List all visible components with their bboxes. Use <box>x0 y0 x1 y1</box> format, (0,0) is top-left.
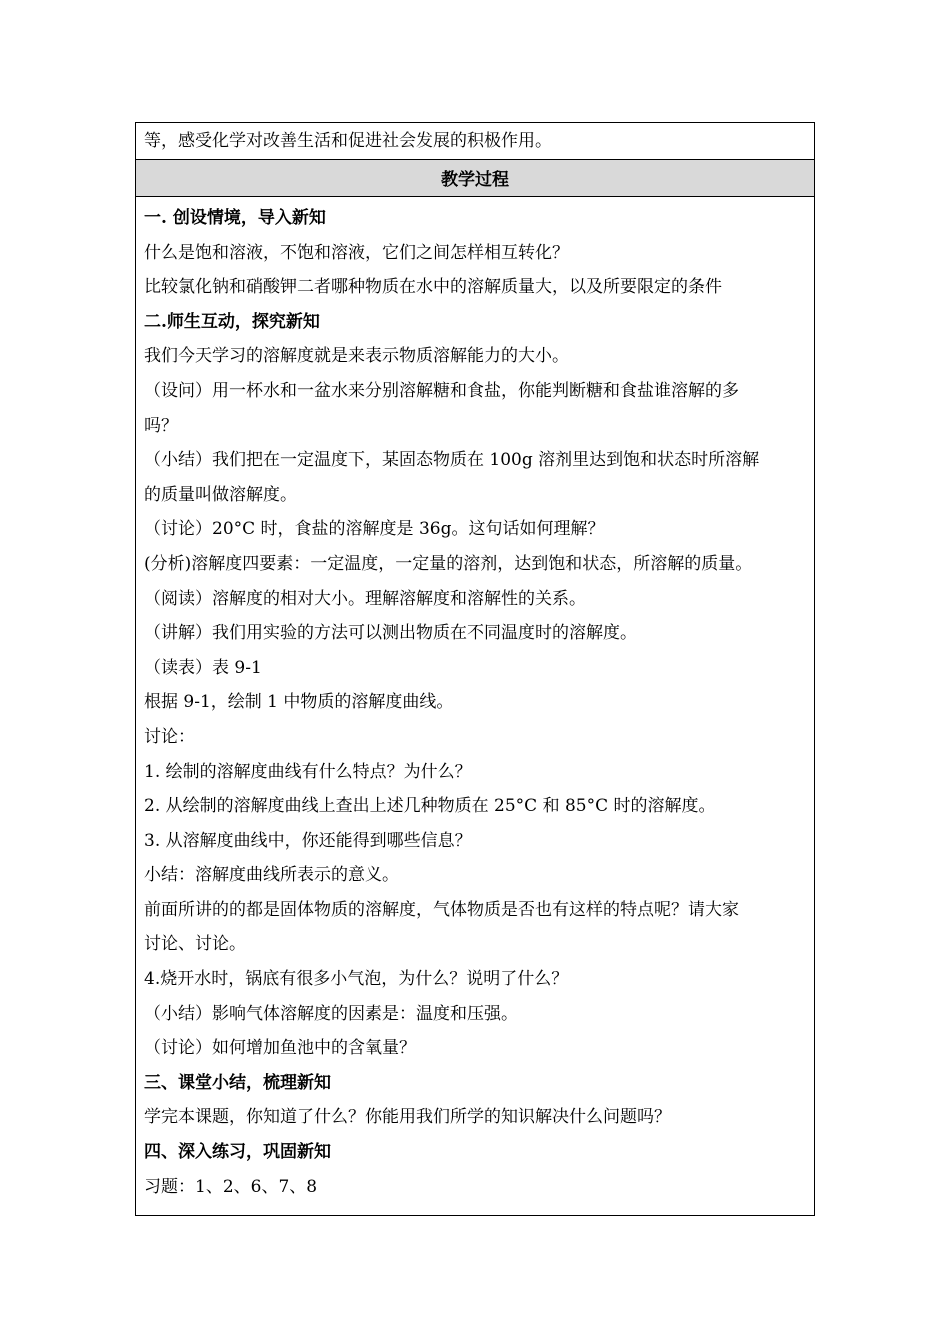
content-line: 讨论、讨论。 <box>144 934 246 955</box>
content-line: 前面所讲的的都是固体物质的溶解度，气体物质是否也有这样的特点呢？请大家 <box>144 899 739 920</box>
content-line: 1. 绘制的溶解度曲线有什么特点？为什么？ <box>144 761 472 782</box>
content-line: （读表）表 9-1 <box>144 657 262 678</box>
teaching-process-content <box>136 197 814 1204</box>
content-line: 习题：1、2、6、7、8 <box>144 1176 318 1197</box>
content-line: 我们今天学习的溶解度就是来表示物质溶解能力的大小。 <box>144 346 569 367</box>
content-line: 根据 9-1，绘制 1 中物质的溶解度曲线。 <box>144 692 454 713</box>
section-heading: 四、深入练习，巩固新知 <box>144 1142 331 1163</box>
content-line: （讨论）如何增加鱼池中的含氧量？ <box>144 1038 416 1059</box>
content-line: 吗？ <box>144 415 178 436</box>
content-line: （讲解）我们用实验的方法可以测出物质在不同温度时的溶解度。 <box>144 623 637 644</box>
section-heading: 二.师生互动，探究新知 <box>144 311 320 332</box>
content-line: 3. 从溶解度曲线中，你还能得到哪些信息？ <box>144 830 472 851</box>
section-heading: 一. 创设情境，导入新知 <box>144 208 326 228</box>
content-line: 的质量叫做溶解度。 <box>144 484 297 505</box>
content-line: （小结）影响气体溶解度的因素是：温度和压强。 <box>144 1003 518 1024</box>
content-line: （阅读）溶解度的相对大小。理解溶解度和溶解性的关系。 <box>144 588 586 609</box>
content-line: （设问）用一杯水和一盆水来分别溶解糖和食盐，你能判断糖和食盐谁溶解的多 <box>144 380 739 401</box>
section-header-row <box>136 160 814 197</box>
section-header: 教学过程 <box>441 170 509 190</box>
content-line: 比较氯化钠和硝酸钾二者哪种物质在水中的溶解质量大，以及所要限定的条件 <box>144 277 722 298</box>
content-line: （小结）我们把在一定温度下，某固态物质在 100g 溶剂里达到饱和状态时所溶解 <box>144 450 760 471</box>
content-line: 2. 从绘制的溶解度曲线上查出上述几种物质在 25°C 和 85°C 时的溶解度。 <box>144 796 716 817</box>
lesson-plan-table <box>135 122 815 1216</box>
content-line: 学完本课题，你知道了什么？你能用我们所学的知识解决什么问题吗？ <box>144 1107 671 1128</box>
section-heading: 三、课堂小结，梳理新知 <box>144 1072 331 1093</box>
content-line: （讨论）20°C 时，食盐的溶解度是 36g。这句话如何理解？ <box>144 519 605 540</box>
content-line: 小结：溶解度曲线所表示的意义。 <box>144 865 399 886</box>
intro-text: 等，感受化学对改善生活和促进社会发展的积极作用。 <box>144 131 552 151</box>
content-line: (分析)溶解度四要素：一定温度，一定量的溶剂，达到饱和状态，所溶解的质量。 <box>144 553 753 574</box>
content-line: 讨论： <box>144 726 195 747</box>
content-line: 什么是饱和溶液，不饱和溶液，它们之间怎样相互转化？ <box>144 242 569 263</box>
content-line: 4.烧开水时，锅底有很多小气泡，为什么？说明了什么？ <box>144 969 569 990</box>
intro-row <box>136 123 814 160</box>
